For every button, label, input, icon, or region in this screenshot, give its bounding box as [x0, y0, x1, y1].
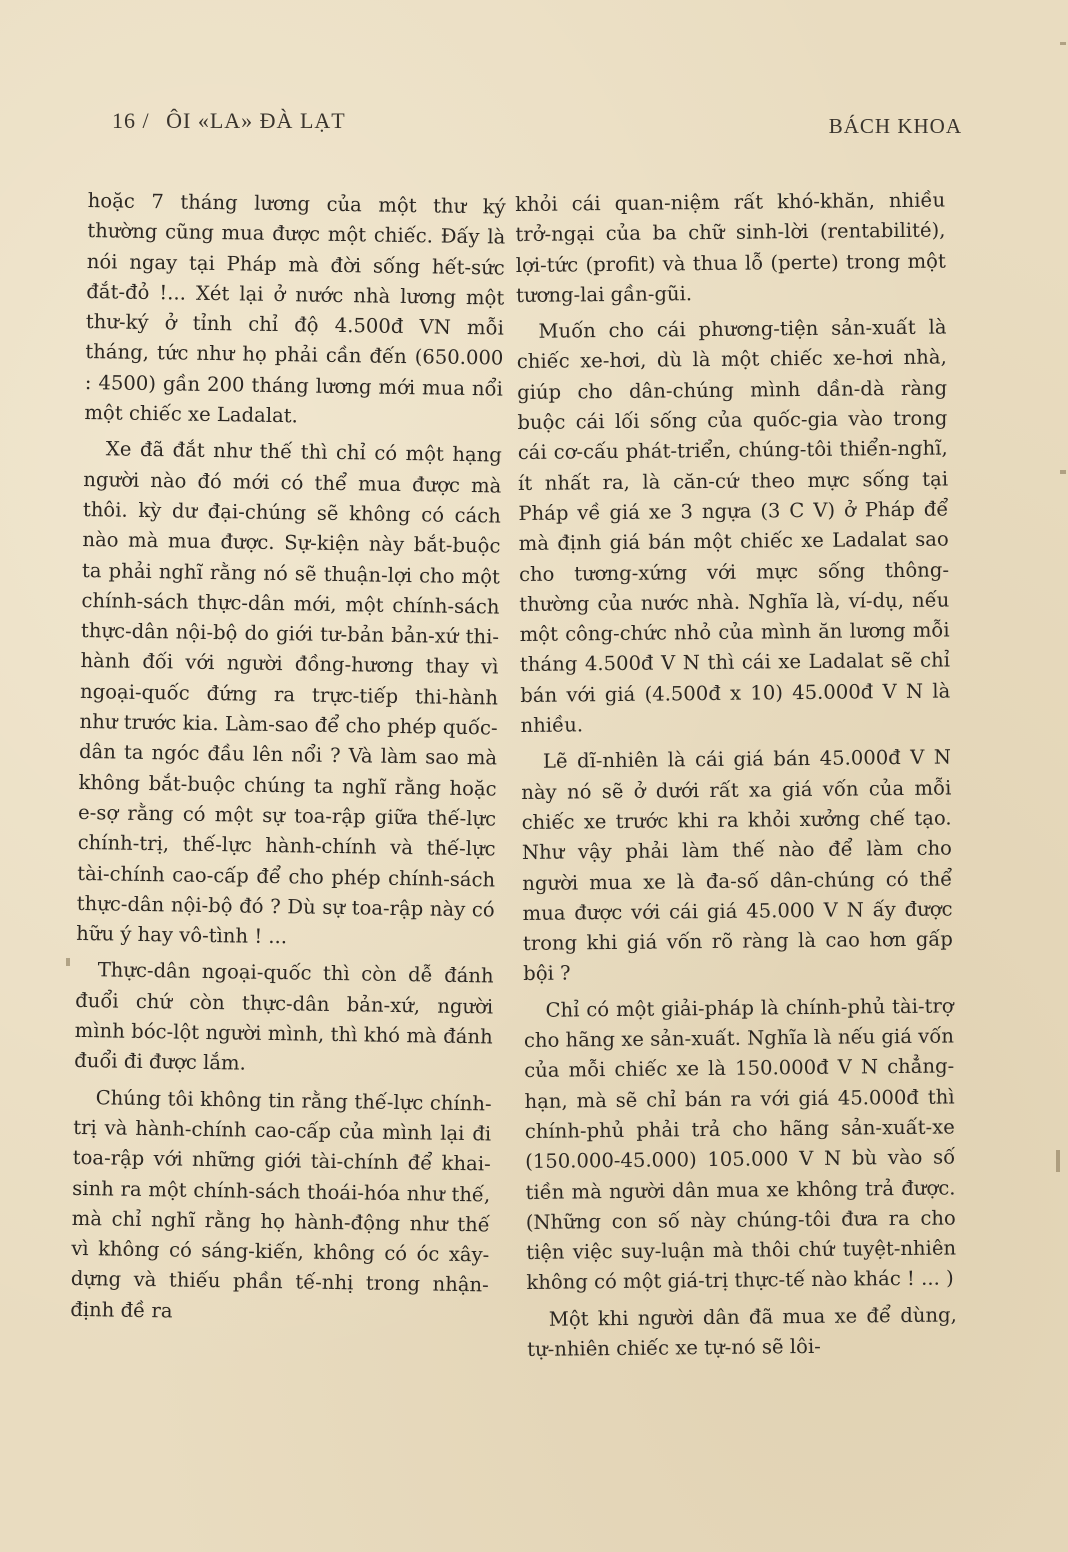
margin-speck — [1060, 42, 1066, 45]
article-title: ÔI «LA» ĐÀ LẠT — [166, 108, 346, 133]
paragraph: Lẽ dĩ-nhiên là cái giá bán 45.000đ V N này nó sẽ ở dưới rất xa giá vốn của mỗi chiếc xe trước khi ra khỏi xưởng chế tạo. Như vậy phải làm thế nào để làm cho người mua xe là đa-số dân-chúng có thể mua được với cái giá 45.000 V N ấy được trong khi giá vốn rõ ràng là cao hơn gấp bội ? — [521, 745, 953, 986]
left-column — [70, 186, 506, 1337]
margin-speck — [1060, 470, 1066, 474]
paragraph: Một khi người dân đã mua xe để dùng, tự-nhiên chiếc xe tự-nó sẽ lôi- — [527, 1303, 957, 1361]
paragraph: Thực-dân ngoại-quốc thì còn dễ đánh đuổi chứ còn thực-dân bản-xứ, người mình bóc-lột người mình, thì khó mà đánh đuổi đi được lắm. — [74, 958, 494, 1075]
paragraph: Muốn cho cái phương-tiện sản-xuất là chiếc xe-hơi, dù là một chiếc xe-hơi nhà, giúp cho dân-chúng mình dần-dà ràng buộc cái lối sống của quốc-gia vào trong cái cơ-cấu phát-triển, chúng-tôi thiển-nghĩ, ít nhất ra, là căn-cứ theo mực sống tại Pháp về giá xe 3 ngựa (3 C V) ở Pháp để mà định giá bán một chiếc xe Ladalat sao cho tương-xứng với mực sống thông-thường của nước nhà. Nghĩa là, ví-dụ, nếu một công-chức nhỏ của mình ăn lương mỗi tháng 4.500đ V N thì cái xe Ladalat sẽ chỉ bán với giá (4.500đ x 10) 45.000đ V N là nhiều. — [516, 315, 951, 738]
journal-name: BÁCH KHOA — [828, 114, 962, 138]
page-number: 16 / — [112, 108, 150, 133]
paragraph: Xe đã đắt như thế thì chỉ có một hạng người nào đó mới có thể mua được mà thôi. kỳ dư đại-chúng sẽ không có cách nào mà mua được. Sự-kiện này bắt-buộc ta phải nghĩ rằng nó sẽ thuận-lợi cho một chính-sách thực-dân mới, một chính-sách thực-dân nội-bộ do giới tư-bản bản-xứ thi-hành đối với người đồng-hương thay vì ngoại-quốc đứng ra trực-tiếp thi-hành như trước kia. Làm-sao để cho phép quốc-dân ta ngóc đầu lên nổi ? Và làm sao mà không bắt-buộc chúng ta nghĩ rằng hoặc e-sợ rằng có một sự toa-rập giữa thế-lực chính-trị, thế-lực hành-chính và thế-lực tài-chính cao-cấp để cho phép chính-sách thực-dân nội-bộ đó ? Dù sự toa-rập này có hữu ý hay vô-tình ! ... — [76, 437, 502, 949]
margin-speck — [66, 958, 70, 966]
paragraph: Chỉ có một giải-pháp là chính-phủ tài-trợ cho hãng xe sản-xuất. Nghĩa là nếu giá vốn của mỗi chiếc xe là 150.000đ V N chẳng-hạn, mà sẽ chỉ bán ra với giá 45.000đ thì chính-phủ phải trả cho hãng sản-xuất-xe (150.000-45.000) 105.000 V N bù vào số tiền mà người dân mua xe không trả được. (Những con số này chúng-tôi đưa ra cho tiện việc suy-luận mà thôi chứ tuyệt-nhiên không có một giá-trị thực-tế nào khác ! ... ) — [523, 994, 957, 1295]
running-head-left — [112, 108, 346, 134]
page-header — [112, 108, 962, 144]
paragraph: hoặc 7 tháng lương của một thư ký thường cũng mua được một chiếc. Đấy là nói ngay tại Pháp mà đời sống hết-sức đắt-đỏ !... Xét lại ở nước nhà lương một thư-ký ở tỉnh chỉ độ 4.500đ VN mỗi tháng, tức như họ phải cần đến (650.000 : 4500) gần 200 tháng lương mới mua nổi một chiếc xe Ladalat. — [84, 188, 506, 428]
right-column — [515, 185, 957, 1371]
paragraph: khỏi cái quan-niệm rất khó-khăn, nhiều trở-ngại của ba chữ sinh-lời (rentabilité), lợi-tức (profit) và thua lỗ (perte) trong một tương-lai gần-gũi. — [515, 188, 946, 307]
paragraph: Chúng tôi không tin rằng thế-lực chính-trị và hành-chính cao-cấp của mình lại đi toa-rập với những giới tài-chính để khai-sinh ra một chính-sách thoái-hóa như thế, mà chỉ nghĩ rằng họ hành-động như thế vì không có sáng-kiến, không có óc xây-dựng và thiếu phần tế-nhị trong nhận-định đề ra — [70, 1085, 492, 1323]
margin-speck — [1056, 1150, 1060, 1172]
